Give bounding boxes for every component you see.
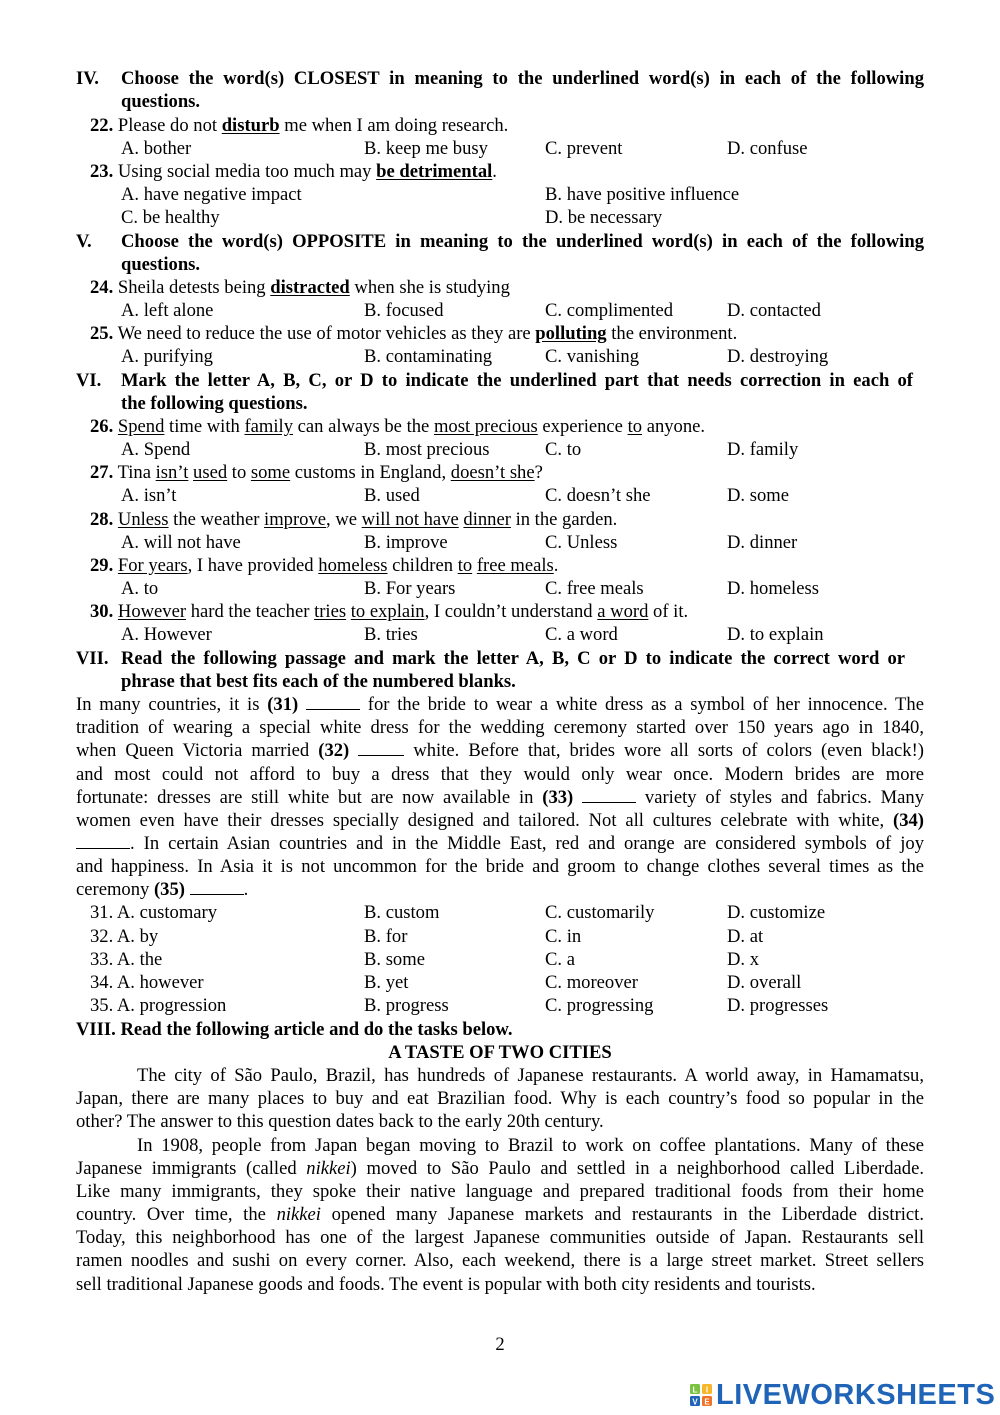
blank-33[interactable] — [582, 786, 636, 803]
option-26-b[interactable]: B. most precious — [364, 439, 490, 460]
article-p2-line-1: In 1908, people from Japan began moving to Brazil to work on coffee plantations. Many of these — [137, 1135, 924, 1156]
option-27-c[interactable]: C. doesn’t she — [545, 485, 651, 506]
page-number: 2 — [495, 1334, 505, 1355]
article-title: A TASTE OF TWO CITIES — [388, 1042, 612, 1063]
question-30: 30. However hard the teacher tries to explain, I couldn’t understand a word of it. — [90, 601, 689, 622]
option-30-d[interactable]: D. to explain — [727, 624, 824, 645]
passage-line-5: fortunate: dresses are still white but are now available in (33) variety of styles and fabrics. Many — [76, 787, 924, 808]
section-vii-heading: Read the following passage and mark the letter A, B, C or D to indicate the correct word or — [121, 648, 905, 669]
option-35-c[interactable]: C. progressing — [545, 995, 654, 1016]
option-34-a[interactable]: 34. A. however — [90, 972, 204, 993]
blank-35[interactable] — [190, 878, 244, 895]
option-27-a[interactable]: A. isn’t — [121, 485, 177, 506]
option-25-d[interactable]: D. destroying — [727, 346, 829, 367]
passage-line-4: and most could not afford to buy a dress that they would only wear once. Modern brides are more — [76, 764, 924, 785]
svg-text:I: I — [705, 1385, 709, 1395]
question-22: 22. Please do not disturb me when I am doing research. — [90, 115, 509, 136]
option-33-d[interactable]: D. x — [727, 949, 760, 970]
section-iv-heading-cont: questions. — [121, 91, 201, 112]
question-26: 26. Spend time with family can always be the most precious experience to anyone. — [90, 416, 706, 437]
article-p2-line-3: Like many immigrants, they spoke their native language and prepared traditional foods from their home — [76, 1181, 924, 1202]
option-22-a[interactable]: A. bother — [121, 138, 192, 159]
option-33-b[interactable]: B. some — [364, 949, 425, 970]
option-33-a[interactable]: 33. A. the — [90, 949, 163, 970]
option-28-c[interactable]: C. Unless — [545, 532, 618, 553]
section-viii-heading: VIII. Read the following article and do the tasks below. — [76, 1019, 513, 1040]
blank-32[interactable] — [358, 739, 404, 756]
question-28: 28. Unless the weather improve, we will not have dinner in the garden. — [90, 509, 618, 530]
option-28-b[interactable]: B. improve — [364, 532, 448, 553]
liveworksheets-logo-icon — [690, 1384, 712, 1406]
option-24-c[interactable]: C. complimented — [545, 300, 674, 321]
option-23-d[interactable]: D. be necessary — [545, 207, 663, 228]
passage-line-8: and happiness. In Asia it is not uncommon for the bride and groom to change clothes several times as the — [76, 856, 924, 877]
passage-line-2: tradition of wearing a special white dress for the wedding ceremony started over 150 years ago in 1840, — [76, 717, 924, 738]
section-v-heading-cont: questions. — [121, 254, 201, 275]
section-iv-number: IV. — [76, 68, 99, 89]
option-32-b[interactable]: B. for — [364, 926, 408, 947]
option-31-c[interactable]: C. customarily — [545, 902, 655, 923]
section-vi-heading-cont: the following questions. — [121, 393, 308, 414]
option-22-d[interactable]: D. confuse — [727, 138, 808, 159]
option-29-d[interactable]: D. homeless — [727, 578, 819, 599]
option-25-c[interactable]: C. vanishing — [545, 346, 640, 367]
section-v-heading: Choose the word(s) OPPOSITE in meaning to the underlined word(s) in each of the following — [121, 231, 924, 252]
passage-line-3: when Queen Victoria married (32) white. Before that, brides wore all sorts of colors (even black!) — [76, 740, 924, 761]
option-34-c[interactable]: C. moreover — [545, 972, 638, 993]
section-iv-heading: Choose the word(s) CLOSEST in meaning to the underlined word(s) in each of the following — [121, 68, 924, 89]
option-32-c[interactable]: C. in — [545, 926, 582, 947]
option-25-b[interactable]: B. contaminating — [364, 346, 493, 367]
option-24-b[interactable]: B. focused — [364, 300, 444, 321]
option-31-d[interactable]: D. customize — [727, 902, 826, 923]
option-26-a[interactable]: A. Spend — [121, 439, 191, 460]
option-28-a[interactable]: A. will not have — [121, 532, 241, 553]
liveworksheets-wordmark: LIVEWORKSHEETS — [716, 1379, 996, 1411]
option-29-a[interactable]: A. to — [121, 578, 159, 599]
option-30-c[interactable]: C. a word — [545, 624, 618, 645]
option-24-d[interactable]: D. contacted — [727, 300, 821, 321]
option-23-c[interactable]: C. be healthy — [121, 207, 220, 228]
option-31-b[interactable]: B. custom — [364, 902, 440, 923]
option-30-b[interactable]: B. tries — [364, 624, 418, 645]
section-vi-heading: Mark the letter A, B, C, or D to indicate the underlined part that needs correction in each of — [121, 370, 913, 391]
question-29: 29. For years, I have provided homeless children to free meals. — [90, 555, 559, 576]
option-22-c[interactable]: C. prevent — [545, 138, 623, 159]
option-22-b[interactable]: B. keep me busy — [364, 138, 488, 159]
option-30-a[interactable]: A. However — [121, 624, 212, 645]
option-26-c[interactable]: C. to — [545, 439, 582, 460]
option-27-b[interactable]: B. used — [364, 485, 420, 506]
option-29-b[interactable]: B. For years — [364, 578, 456, 599]
article-p1-line-2: Japan, there are many places to buy and eat Brazilian food. Why is each country’s food so popular in the — [76, 1088, 924, 1109]
option-29-c[interactable]: C. free meals — [545, 578, 644, 599]
option-35-d[interactable]: D. progresses — [727, 995, 829, 1016]
passage-line-6: women even have their dresses specially designed and tailored. Not all cultures celebrate with white, (34) — [76, 810, 924, 831]
option-32-d[interactable]: D. at — [727, 926, 764, 947]
article-p2-line-7: sell traditional Japanese goods and foods. The event is popular with both city residents and tourists. — [76, 1274, 816, 1295]
option-27-d[interactable]: D. some — [727, 485, 789, 506]
option-33-c[interactable]: C. a — [545, 949, 575, 970]
option-31-a[interactable]: 31. A. customary — [90, 902, 218, 923]
article-p1-line-1: The city of São Paulo, Brazil, has hundreds of Japanese restaurants. A world away, in Hamamatsu, — [137, 1065, 924, 1086]
svg-text:L: L — [692, 1385, 698, 1395]
blank-34[interactable] — [76, 832, 130, 849]
option-35-a[interactable]: 35. A. progression — [90, 995, 227, 1016]
article-p2-line-2: Japanese immigrants (called nikkei) moved to São Paulo and settled in a neighborhood called Liberdade. — [76, 1158, 924, 1179]
option-23-a[interactable]: A. have negative impact — [121, 184, 302, 205]
option-35-b[interactable]: B. progress — [364, 995, 449, 1016]
blank-31[interactable] — [306, 693, 360, 710]
article-p2-line-6: ramen noodles and sushi on every corner. Also, each weekend, there is a large street market. Street sellers — [76, 1250, 924, 1271]
option-23-b[interactable]: B. have positive influence — [545, 184, 740, 205]
passage-line-9: ceremony (35) . — [76, 879, 249, 900]
article-p2-line-4: country. Over time, the nikkei opened many Japanese markets and restaurants in the Liberdade district. — [76, 1204, 924, 1225]
section-vii-heading-cont: phrase that best fits each of the numbered blanks. — [121, 671, 516, 692]
option-24-a[interactable]: A. left alone — [121, 300, 214, 321]
option-26-d[interactable]: D. family — [727, 439, 799, 460]
passage-line-1: In many countries, it is (31) for the bride to wear a white dress as a symbol of her innocence. The — [76, 694, 924, 715]
option-28-d[interactable]: D. dinner — [727, 532, 798, 553]
passage-line-7: . In certain Asian countries and in the Middle East, red and orange are considered symbols of joy — [76, 832, 924, 855]
option-32-a[interactable]: 32. A. by — [90, 926, 159, 947]
question-24: 24. Sheila detests being distracted when she is studying — [90, 277, 510, 298]
option-34-b[interactable]: B. yet — [364, 972, 409, 993]
svg-text:E: E — [704, 1397, 710, 1406]
article-p1-line-3: other? The answer to this question dates back to the early 20th century. — [76, 1111, 604, 1132]
section-vi-number: VI. — [76, 370, 102, 391]
option-34-d[interactable]: D. overall — [727, 972, 802, 993]
section-vii-number: VII. — [76, 648, 109, 669]
article-p2-line-5: Today, this neighborhood has one of the largest Japanese communities outside of Japan. Restaurants sell — [76, 1227, 924, 1248]
svg-text:V: V — [692, 1397, 698, 1406]
question-23: 23. Using social media too much may be detrimental. — [90, 161, 497, 182]
option-25-a[interactable]: A. purifying — [121, 346, 213, 367]
question-27: 27. Tina isn’t used to some customs in England, doesn’t she? — [90, 462, 543, 483]
liveworksheets-logo — [690, 1380, 995, 1410]
question-25: 25. We need to reduce the use of motor vehicles as they are polluting the environment. — [90, 323, 738, 344]
section-v-number: V. — [76, 231, 92, 252]
